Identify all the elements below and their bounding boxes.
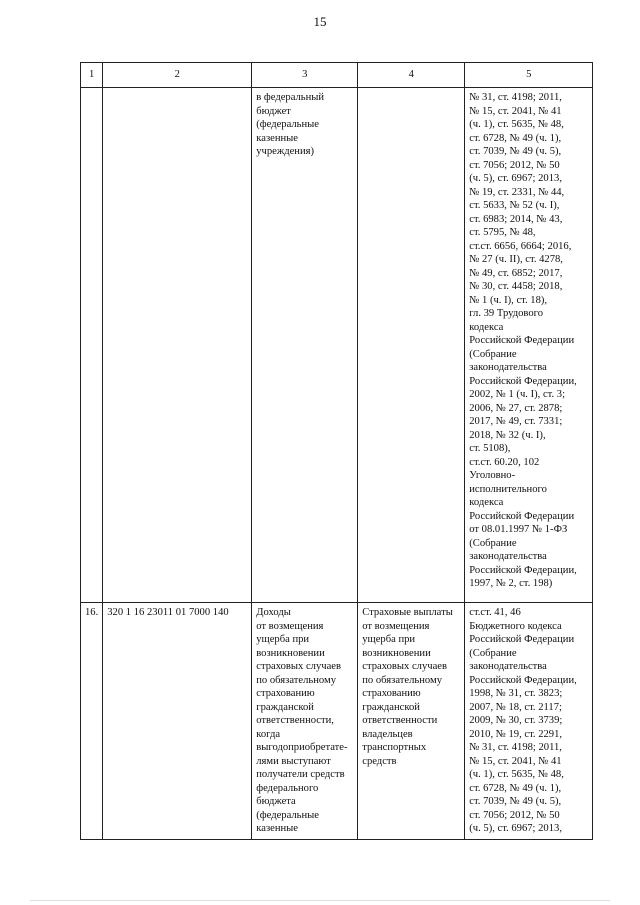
scan-edge-line xyxy=(30,900,610,901)
table-row xyxy=(81,603,593,840)
row-number xyxy=(81,88,103,603)
payment-type: Страховые выплаты от возмещения ущерба при возникновении страховых случаев по обязательному страхованию гражданской ответственности владельцев транспортных средств xyxy=(358,603,465,840)
header-col-2: 2 xyxy=(103,63,252,88)
revenue-description: в федеральный бюджет (федеральные казенные учреждения) xyxy=(252,88,358,603)
header-col-5: 5 xyxy=(465,63,593,88)
revenue-code xyxy=(103,88,252,603)
revenue-description: Доходы от возмещения ущерба при возникновении страховых случаев по обязательному страхованию гражданской ответственности, когда выгодоприобретате- лями выступают получатели средств федерального бюджета (федеральные казенные xyxy=(252,603,358,840)
row-number: 16. xyxy=(81,603,103,840)
payment-type xyxy=(358,88,465,603)
header-col-3: 3 xyxy=(252,63,358,88)
legal-basis: ст.ст. 41, 46 Бюджетного кодекса Российской Федерации (Собрание законодательства Российской Федерации, 1998, № 31, ст. 3823; 2007, № 18, ст. 2117; 2009, № 30, ст. 3739; 2010, № 19, ст. 2291, № 31, ст. 4198; 2011, № 15, ст. 2041, № 41 (ч. 1), ст. 5635, № 48, ст. 6728, № 49 (ч. 1), ст. 7039, № 49 (ч. 5), ст. 7056; 2012, № 50 (ч. 5), ст. 6967; 2013, xyxy=(465,603,593,840)
header-col-4: 4 xyxy=(358,63,465,88)
table-row xyxy=(81,88,593,603)
table-header-row xyxy=(81,63,593,88)
legal-basis: № 31, ст. 4198; 2011, № 15, ст. 2041, № 41 (ч. 1), ст. 5635, № 48, ст. 6728, № 49 (ч. 1), ст. 7039, № 49 (ч. 5), ст. 7056; 2012, № 50 (ч. 5), ст. 6967; 2013, № 19, ст. 2331, № 44, ст. 5633, № 52 (ч. I), ст. 6983; 2014, № 43, ст. 5795, № 48, ст.ст. 6656, 6664; 2016, № 27 (ч. II), ст. 4278, № 49, ст. 6852; 2017, № 30, ст. 4458; 2018, № 1 (ч. I), ст. 18), гл. 39 Трудового кодекса Российской Федерации (Собрание законодательства Российской Федерации, 2002, № 1 (ч. I), ст. 3; 2006, № 27, ст. 2878; 2017, № 49, ст. 7331; 2018, № 32 (ч. I), ст. 5108), ст.ст. 60.20, 102 Уголовно- исполнительного кодекса Российской Федерации от 08.01.1997 № 1-ФЗ (Собрание законодательства Российской Федерации, 1997, № 2, ст. 198) xyxy=(465,88,593,603)
document-table xyxy=(80,62,593,840)
revenue-code: 320 1 16 23011 01 7000 140 xyxy=(103,603,252,840)
page-number: 15 xyxy=(313,14,327,29)
header-col-1: 1 xyxy=(81,63,103,88)
